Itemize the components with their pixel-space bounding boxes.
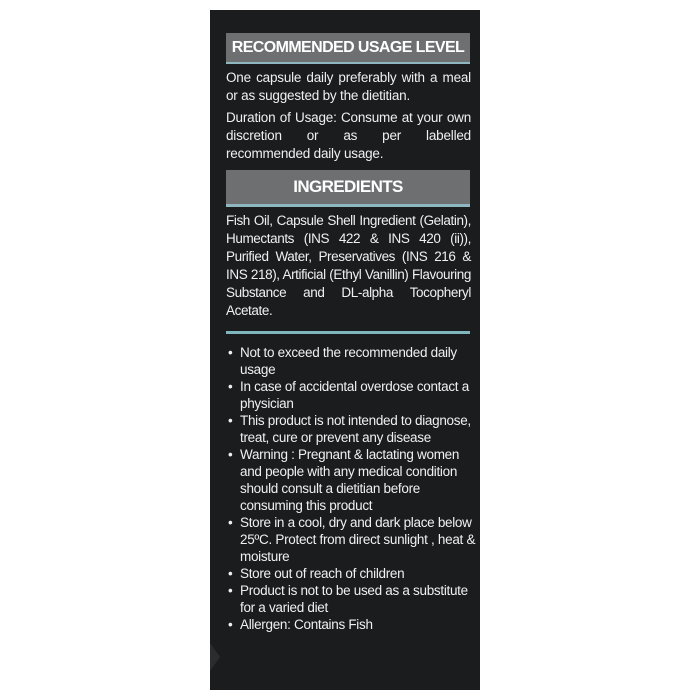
bullet-icon: • xyxy=(228,345,233,360)
ingredients-text: Fish Oil, Capsule Shell Ingredient (Gelatin), Humectants (INS 422 & INS 420 (ii)), Purified Water, Preservatives (INS 216 & INS 218), Artificial (Ethyl Vanillin) Flavouring Substance and DL-alpha Tocopheryl Acetate. xyxy=(226,213,471,318)
section-divider xyxy=(226,331,470,334)
bullet-icon: • xyxy=(228,566,233,581)
list-item-text: This product is not intended to diagnose, treat, cure or prevent any disease xyxy=(240,413,471,445)
usage-duration-text: Duration of Usage: Consume at your own discretion or as per labelled recommended daily usage. xyxy=(226,110,471,161)
bullet-icon: • xyxy=(228,515,233,530)
list-item-text: Product is not to be used as a substitute for a varied diet xyxy=(240,583,468,615)
list-item xyxy=(228,565,478,582)
list-item xyxy=(228,412,478,446)
list-item xyxy=(228,344,478,378)
usage-dosage-text: One capsule daily preferably with a meal or as suggested by the dietitian. xyxy=(226,70,471,103)
list-item xyxy=(228,446,478,514)
bullet-icon: • xyxy=(228,379,233,394)
list-item xyxy=(228,616,478,633)
bullet-icon: • xyxy=(228,583,233,598)
list-item xyxy=(228,582,478,616)
bullet-icon: • xyxy=(228,617,233,632)
decorative-chevron-icon xyxy=(210,643,220,671)
list-item-text: In case of accidental overdose contact a physician xyxy=(240,379,469,411)
ingredients-heading-underline xyxy=(226,204,470,207)
usage-heading-underline xyxy=(226,62,470,64)
usage-heading: RECOMMENDED USAGE LEVEL xyxy=(226,33,470,63)
list-item-text: Warning : Pregnant & lactating women and people with any medical condition should consult a dietitian before consuming this product xyxy=(240,447,460,513)
list-item-text: Store in a cool, dry and dark place below 25ºC. Protect from direct sunlight , heat & moisture xyxy=(240,515,476,564)
list-item-text: Not to exceed the recommended daily usage xyxy=(240,345,457,377)
list-item xyxy=(228,514,478,565)
bullet-icon: • xyxy=(228,447,233,462)
bullet-icon: • xyxy=(228,413,233,428)
list-item xyxy=(228,378,478,412)
warnings-list xyxy=(228,344,478,633)
product-label-panel xyxy=(210,10,480,690)
list-item-text: Allergen: Contains Fish xyxy=(240,617,373,632)
list-item-text: Store out of reach of children xyxy=(240,566,405,581)
ingredients-heading: INGREDIENTS xyxy=(226,170,470,204)
